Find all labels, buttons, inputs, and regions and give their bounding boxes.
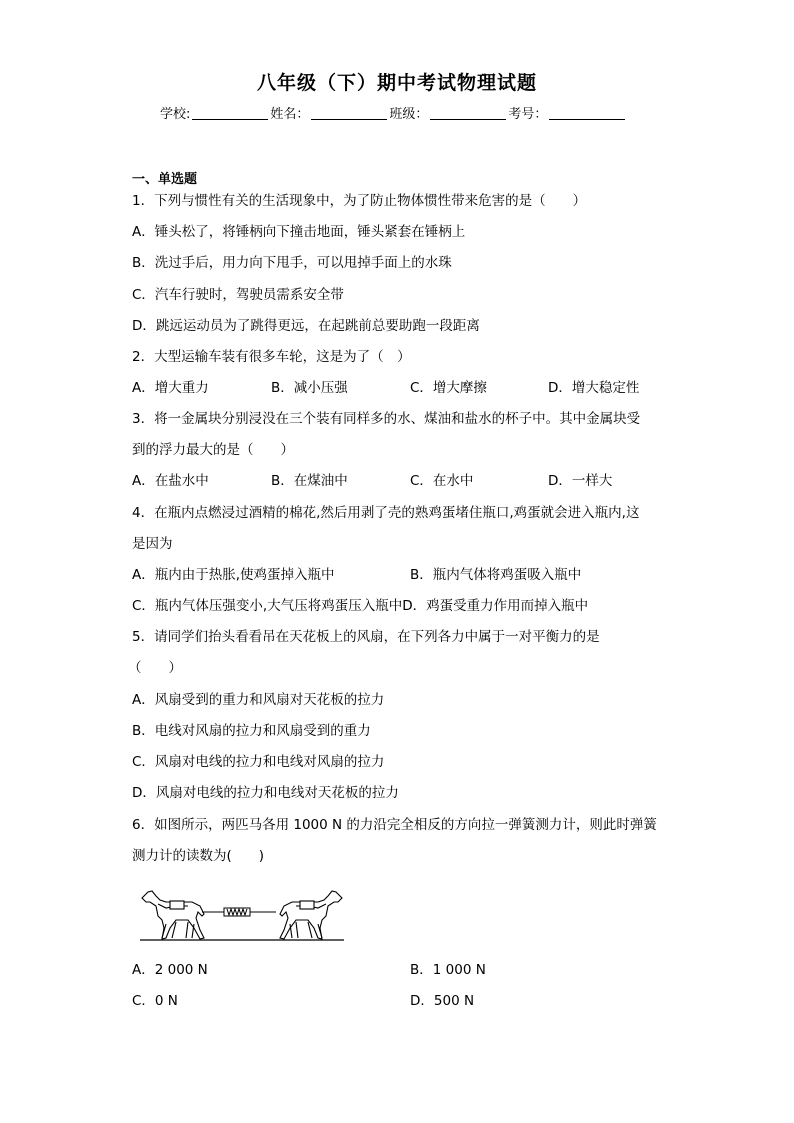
- left-horse: [142, 891, 204, 939]
- section-title: 一、单选题: [132, 172, 198, 187]
- school-blank[interactable]: [192, 106, 268, 120]
- q2-option-b: B．减小压强: [271, 380, 348, 396]
- q1-stem: 1．下列与惯性有关的生活现象中，为了防止物体惯性带来危害的是（ ）: [132, 193, 587, 209]
- q6-stem-line1: 6．如图所示，两匹马各用 1000 N 的力沿完全相反的方向拉一弹簧测力计，则此时弹簧: [132, 817, 657, 833]
- q2-stem: 2．大型运输车装有很多车轮，这是为了（ ）: [132, 349, 411, 365]
- right-horse: [280, 891, 342, 939]
- q5-option-d: D．风扇对电线的拉力和电线对天花板的拉力: [132, 785, 399, 801]
- q4-option-b: B．瓶内气体将鸡蛋吸入瓶中: [410, 567, 582, 583]
- page-title: 八年级（下）期中考试物理试题: [256, 72, 537, 94]
- q2-option-d: D．增大稳定性: [548, 380, 640, 396]
- q3-stem-line2: 到的浮力最大的是（ ）: [132, 442, 294, 458]
- student-info-row: [160, 103, 680, 122]
- q1-option-c: C．汽车行驶时，驾驶员需系安全带: [132, 287, 344, 303]
- q1-option-d: D．跳远运动员为了跳得更远，在起跳前总要助跑一段距离: [132, 318, 480, 334]
- q5-option-a: A．风扇受到的重力和风扇对天花板的拉力: [132, 692, 385, 708]
- q6-option-c: C．0 N: [132, 993, 178, 1009]
- number-blank[interactable]: [549, 106, 625, 120]
- q6-stem-line2: 测力计的读数为( ): [132, 848, 265, 864]
- q6-option-b: B．1 000 N: [410, 962, 486, 978]
- number-label: 考号：: [508, 107, 548, 122]
- q2-option-a: A．增大重力: [132, 380, 209, 396]
- class-blank[interactable]: [430, 106, 506, 120]
- spring-scale: [224, 908, 250, 916]
- q5-option-b: B．电线对风扇的拉力和风扇受到的重力: [132, 723, 371, 739]
- name-label: 姓名：: [270, 107, 310, 122]
- q6-option-d: D．500 N: [410, 993, 475, 1009]
- q3-option-c: C．在水中: [410, 473, 474, 489]
- q5-stem-line1: 5．请同学们抬头看看吊在天花板上的风扇，在下列各力中属于一对平衡力的是: [132, 629, 600, 645]
- name-blank[interactable]: [311, 106, 387, 120]
- q4-option-cd: C．瓶内气体压强变小,大气压将鸡蛋压入瓶中D．鸡蛋受重力作用而掉入瓶中: [132, 598, 589, 614]
- q6-option-a: A．2 000 N: [132, 962, 208, 978]
- q3-option-a: A．在盐水中: [132, 473, 209, 489]
- q3-stem-line1: 3．将一金属块分别浸没在三个装有同样多的水、煤油和盐水的杯子中。其中金属块受: [132, 411, 641, 427]
- class-label: 班级：: [389, 107, 429, 122]
- horses-spring-scale-figure: [136, 884, 348, 944]
- q2-option-c: C．增大摩擦: [410, 380, 487, 396]
- q3-option-d: D．一样大: [548, 473, 613, 489]
- q1-option-a: A．锤头松了，将锤柄向下撞击地面，锤头紧套在锤柄上: [132, 224, 466, 240]
- q4-stem-line1: 4．在瓶内点燃浸过酒精的棉花,然后用剥了壳的熟鸡蛋堵住瓶口,鸡蛋就会进入瓶内,这: [132, 505, 640, 521]
- school-label: 学校:: [160, 107, 191, 122]
- q4-option-a: A．瓶内由于热胀,使鸡蛋掉入瓶中: [132, 567, 335, 583]
- q5-stem-line2: （ ）: [128, 660, 182, 676]
- q1-option-b: B．洗过手后，用力向下甩手，可以甩掉手面上的水珠: [132, 255, 452, 271]
- q5-option-c: C．风扇对电线的拉力和电线对风扇的拉力: [132, 754, 385, 770]
- q4-stem-line2: 是因为: [132, 536, 173, 552]
- q3-option-b: B．在煤油中: [271, 473, 348, 489]
